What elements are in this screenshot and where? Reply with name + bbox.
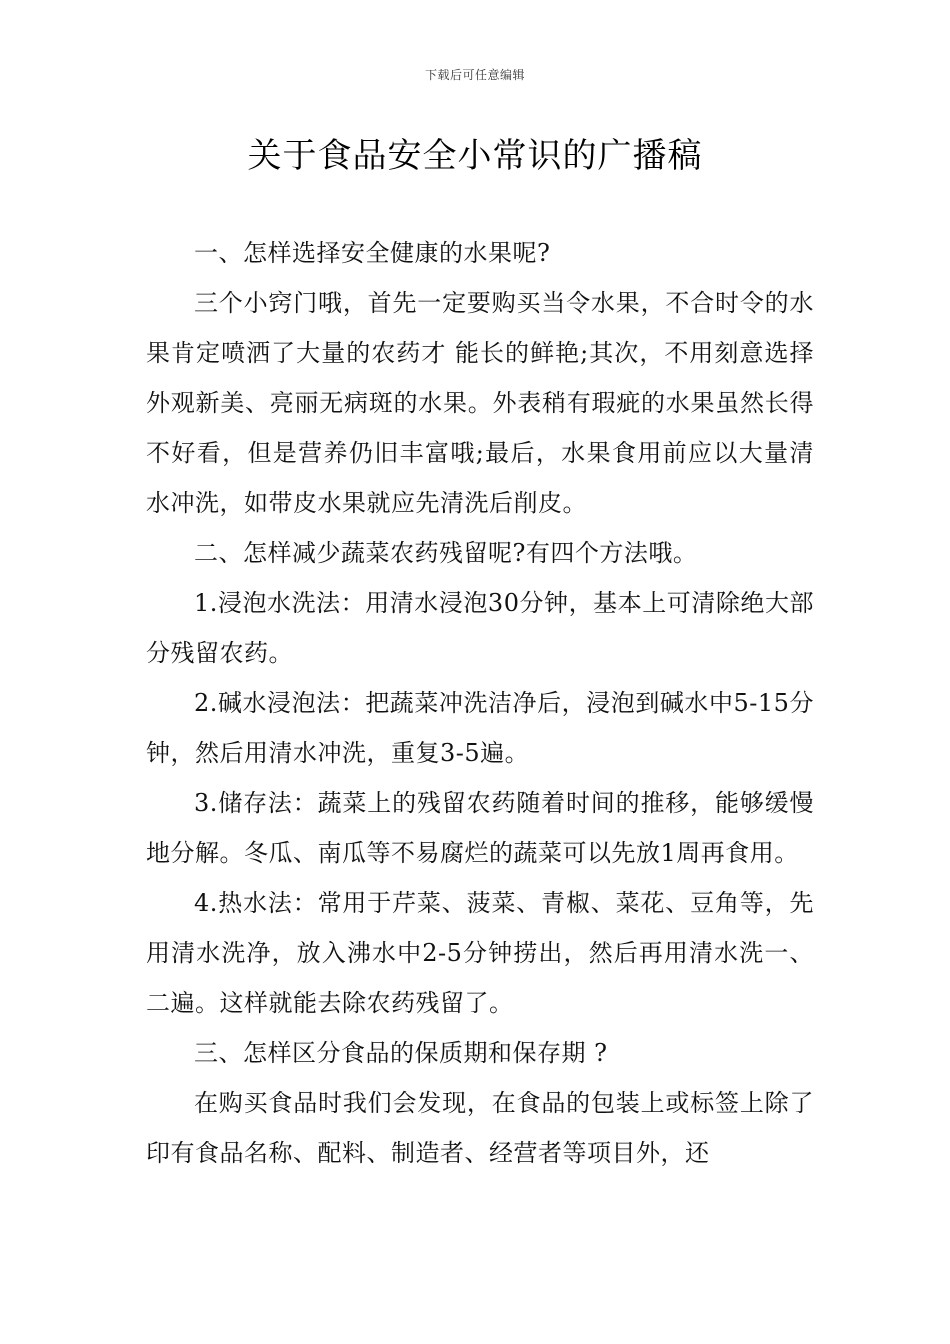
header-note: 下载后可任意编辑 <box>424 68 525 82</box>
paragraph-heading-vegetables: 二、怎样减少蔬菜农药残留呢?有四个方法哦。 <box>194 539 698 567</box>
paragraph-fruit-tips: 三个小窍门哦，首先一定要购买当令水果，不合时令的水果肯定喷洒了大量的农药才 能长的鲜艳;其次，不用刻意选择外观新美、亮丽无病斑的水果。外表稍有瑕疵的水果虽然长得不好看，但是营养仍旧丰富哦;最后，水果食用前应以大量清水冲洗，如带皮水果就应先清洗后削皮。 <box>146 289 814 517</box>
paragraph-method-hot-water: 4.热水法：常用于芹菜、菠菜、青椒、菜花、豆角等，先用清水洗净，放入沸水中2-5分钟捞出，然后再用清水洗一、二遍。这样就能去除农药残留了。 <box>146 889 814 1017</box>
paragraph-heading-fruit: 一、怎样选择安全健康的水果呢? <box>194 239 551 267</box>
paragraph-shelf-life-intro: 在购买食品时我们会发现，在食品的包装上或标签上除了印有食品名称、配料、制造者、经营者等项目外，还 <box>146 1089 814 1167</box>
document-title: 关于食品安全小常识的广播稿 <box>247 136 703 176</box>
paragraph-method-alkaline: 2.碱水浸泡法：把蔬菜冲洗洁净后，浸泡到碱水中5-15分钟，然后用清水冲洗，重复3-5遍。 <box>146 689 814 767</box>
paragraph-heading-shelf-life: 三、怎样区分食品的保质期和保存期 ? <box>194 1039 608 1067</box>
paragraph-method-storage: 3.储存法：蔬菜上的残留农药随着时间的推移，能够缓慢地分解。冬瓜、南瓜等不易腐烂的蔬菜可以先放1周再食用。 <box>146 789 814 867</box>
document-body <box>146 228 814 1178</box>
paragraph-method-soak: 1.浸泡水洗法：用清水浸泡30分钟，基本上可清除绝大部分残留农药。 <box>146 589 814 667</box>
